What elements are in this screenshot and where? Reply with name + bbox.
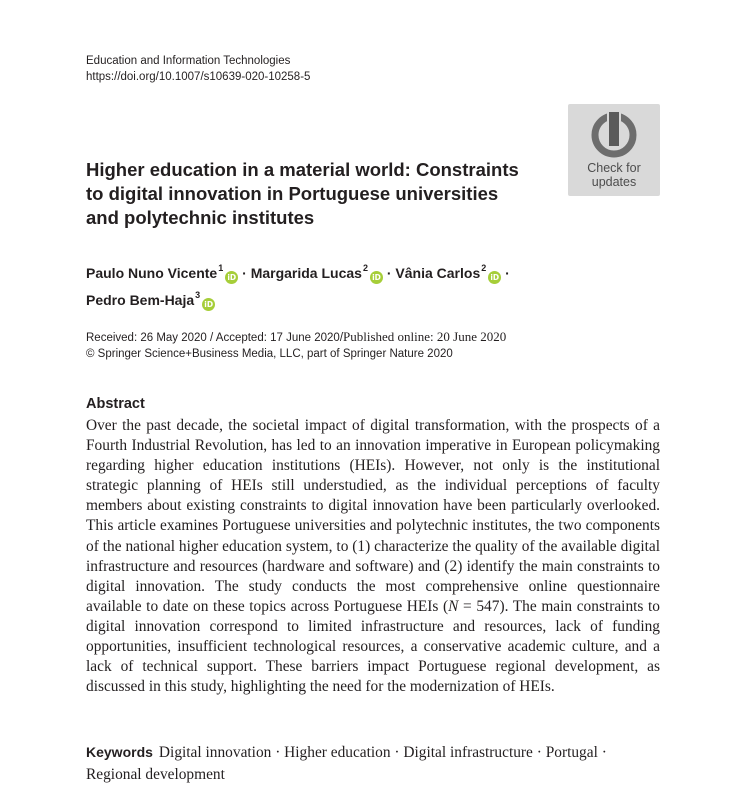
author-name: Paulo Nuno Vicente <box>86 265 218 281</box>
check-for-updates-badge[interactable] <box>568 104 660 196</box>
author-name: Margarida Lucas <box>250 265 362 281</box>
abstract-text-part-2: = 547). The main constraints to digital innovation correspond to limited infrastructure and resources, lack of funding opportunities, insufficient technological resources, a conservative academic culture, and a lack of technical support. These barriers impact Portuguese regional development, as discussed in this study, highlighting the need for the modernization of HEIs. <box>86 597 660 696</box>
author <box>86 292 215 308</box>
author-separator: · <box>386 265 392 281</box>
received-accepted-dates: Received: 26 May 2020 / Accepted: 17 June 2020/ <box>86 332 344 344</box>
keywords-section <box>86 741 660 786</box>
author <box>251 265 383 281</box>
author <box>395 265 501 281</box>
affiliation-marker: 1 <box>218 263 224 273</box>
author-list <box>86 257 586 311</box>
author-name: Pedro Bem-Haja <box>86 292 195 308</box>
orcid-icon[interactable]: iD <box>370 271 383 284</box>
publication-dates <box>86 329 506 362</box>
author-separator: · <box>242 265 247 281</box>
sample-size-symbol: N <box>448 597 459 615</box>
published-online-date: Published online: 20 June 2020 <box>343 329 507 344</box>
orcid-icon[interactable]: iD <box>225 271 238 284</box>
author <box>86 265 238 281</box>
abstract-text-part-1: Over the past decade, the societal impact of digital transformation, with the prospects of a Fourth Industrial Revolution, has led to an innovation imperative in European policymaking regarding higher education institutions (HEIs). However, not only is the institutional strategic planning of HEIs still understudied, as the individual perceptions of faculty members about existing constraints to digital innovation have been particularly overlooked. This article examines Portuguese universities and polytechnic institutes, the two components of the national higher education system, to (1) characterize the quality of the available digital infrastructure and resources (hardware and software) and (2) identify the main constraints to digital innovation. The study conducts the most comprehensive online questionnaire available to date on these topics across Portuguese HEIs ( <box>86 417 660 615</box>
author-separator: · <box>505 265 510 281</box>
article-title: Higher education in a material world: Constraints to digital innovation in Portuguese universities and polytechnic institutes <box>86 159 519 228</box>
crossmark-icon <box>591 111 637 159</box>
author-name: Vânia Carlos <box>395 265 481 281</box>
affiliation-marker: 3 <box>195 290 201 300</box>
copyright-line: © Springer Science+Business Media, LLC, part of Springer Nature 2020 <box>86 348 453 360</box>
journal-name: Education and Information Technologies <box>86 55 291 67</box>
abstract-text <box>86 416 660 697</box>
keywords-list: Digital innovation · Higher education · Digital infrastructure · Portugal · Regional development <box>86 744 607 783</box>
doi-link[interactable]: https://doi.org/10.1007/s10639-020-10258-5 <box>86 71 311 83</box>
affiliation-marker: 2 <box>362 263 368 273</box>
badge-line-1: Check for <box>587 161 641 175</box>
badge-line-2: updates <box>591 174 637 189</box>
abstract-heading: Abstract <box>86 396 145 412</box>
keywords-heading: Keywords <box>86 744 153 760</box>
orcid-icon[interactable]: iD <box>488 271 501 284</box>
affiliation-marker: 2 <box>481 263 487 273</box>
orcid-icon[interactable]: iD <box>202 298 215 311</box>
journal-header <box>86 53 310 85</box>
